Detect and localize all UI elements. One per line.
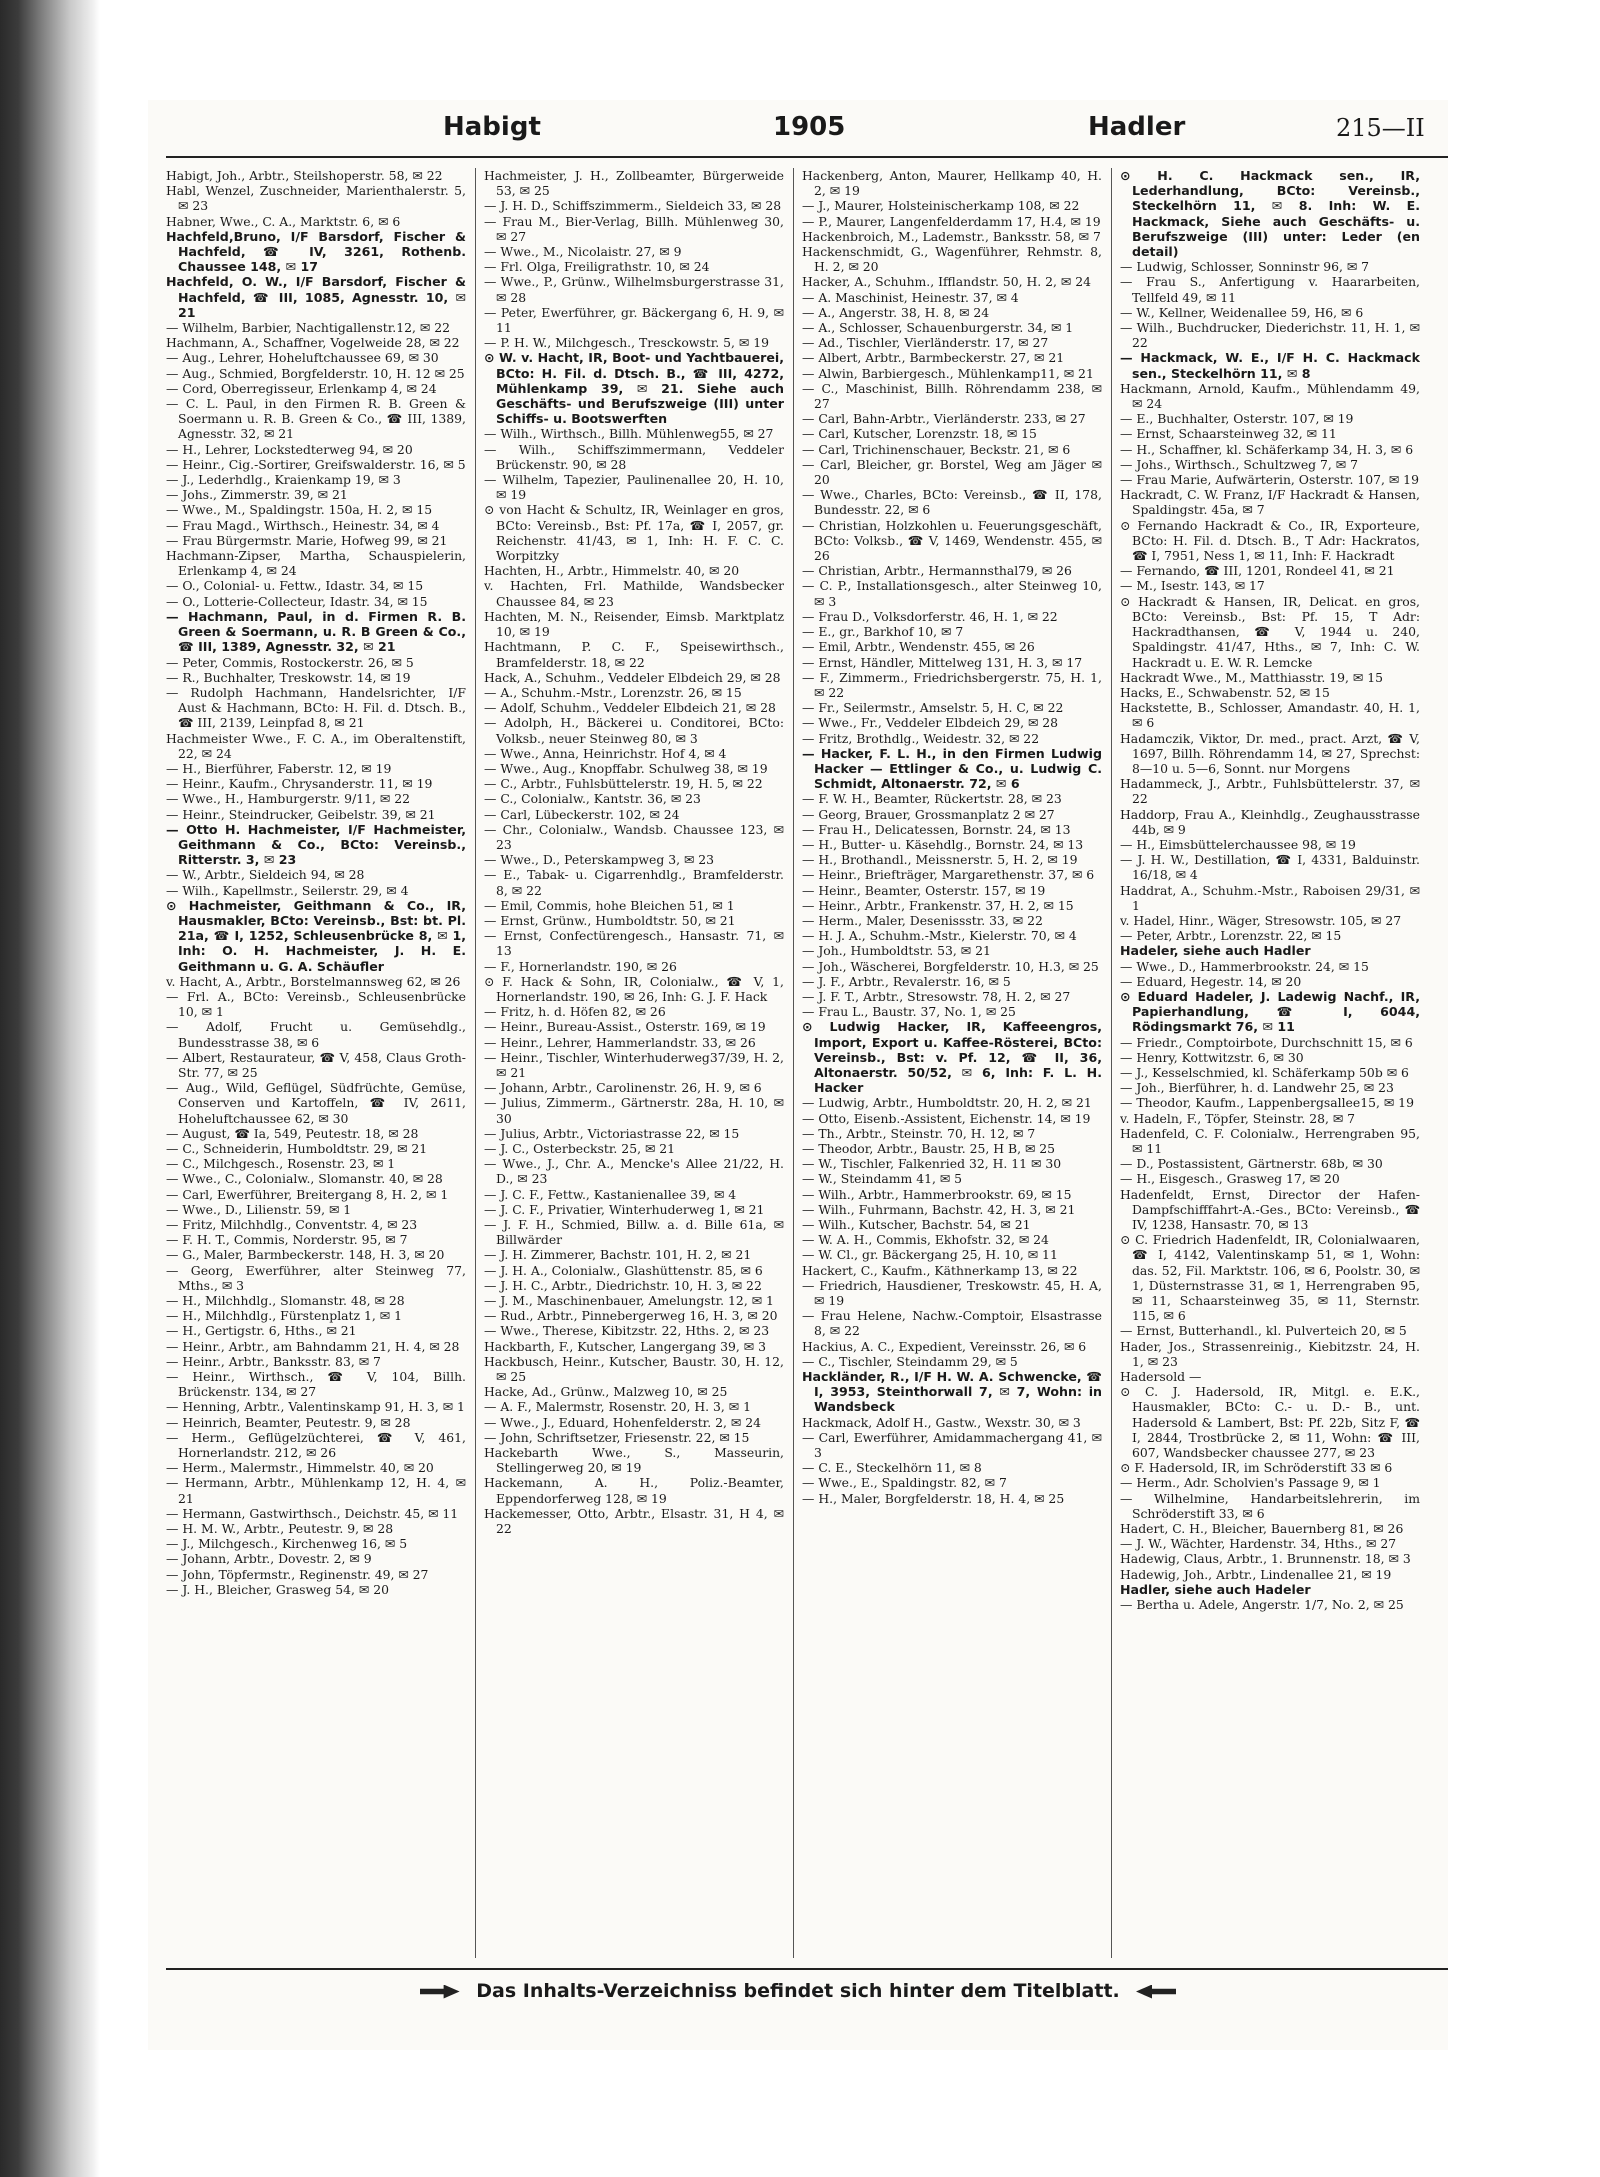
directory-entry: Hackmann, Arnold, Kaufm., Mühlendamm 49, ✉ 24 bbox=[1120, 380, 1420, 412]
directory-entry: — Carl, Kutscher, Lorenzstr. 18, ✉ 15 bbox=[802, 426, 1037, 442]
directory-entry: — Wilhelm, Tapezier, Paulinenallee 20, H. 10, ✉ 19 bbox=[484, 472, 784, 503]
directory-entry: — A. Maschinist, Heinestr. 37, ✉ 4 bbox=[802, 289, 1019, 305]
directory-entry: Hadewig, Claus, Arbtr., 1. Brunnenstr. 18, ✉ 3 bbox=[1120, 1551, 1411, 1567]
directory-entry: Hadersold — bbox=[1120, 1369, 1202, 1385]
directory-entry: — J. H. A., Colonialw., Glashüttenstr. 85, ✉ 6 bbox=[484, 1262, 763, 1278]
directory-entry: ⊙ Ludwig Hacker, IR, Kaffeeengros, Import, Export u. Kaffee-Rösterei, BCto: Vereinsb., Bst: v. Pf. 12, ☎ II, 36, Altonaerstr. 50/52, ✉ 6, Inh: F. L. H. Hacker bbox=[802, 1019, 1102, 1096]
directory-entry: — Herm., Maler, Desenissstr. 33, ✉ 22 bbox=[802, 912, 1043, 928]
directory-entry: — Johann, Arbtr., Carolinenstr. 26, H. 9, ✉ 6 bbox=[484, 1080, 762, 1096]
directory-entry: — P. H. W., Milchgesch., Tresckowstr. 5, ✉ 19 bbox=[484, 335, 770, 351]
directory-entry: Hadenfeld, C. F. Colonialw., Herrengraben 95, ✉ 11 bbox=[1120, 1125, 1420, 1156]
directory-entry: — Wwe., Aug., Knopffabr. Schulweg 38, ✉ 19 bbox=[484, 760, 768, 776]
column-divider bbox=[793, 168, 794, 1958]
directory-entry: Hadeler, siehe auch Hadler bbox=[1120, 943, 1311, 959]
directory-entry: — Ad., Tischler, Vierländerstr. 17, ✉ 27 bbox=[802, 335, 1049, 351]
directory-entry: — Theodor, Arbtr., Baustr. 25, H B, ✉ 25 bbox=[802, 1141, 1056, 1156]
directory-entry: — W., Arbtr., Sieldeich 94, ✉ 28 bbox=[166, 867, 365, 883]
header-right-keyword: Hadler bbox=[1088, 112, 1186, 142]
directory-entry: — H. M. W., Arbtr., Peutestr. 9, ✉ 28 bbox=[166, 1521, 394, 1537]
directory-entry: — Emil, Arbtr., Wendenstr. 455, ✉ 26 bbox=[802, 639, 1035, 655]
directory-entry: Habner, Wwe., C. A., Marktstr. 6, ✉ 6 bbox=[166, 213, 401, 229]
footer-rule bbox=[166, 1968, 1448, 1970]
directory-entry: — Heinr., Bureau-Assist., Osterstr. 169, ✉ 19 bbox=[484, 1019, 766, 1035]
directory-entry: — C., Arbtr., Fuhlsbüttelerstr. 19, H. 5, ✉ 22 bbox=[484, 776, 763, 792]
directory-entry: Hackradt Wwe., M., Matthiasstr. 19, ✉ 15 bbox=[1120, 669, 1384, 685]
pointing-hand-icon bbox=[420, 1985, 460, 1999]
directory-entry: Hackländer, R., I/F H. W. A. Schwencke, ☎ I, 3953, Steinthorwall 7, ✉ 7, Wohn: in Wandsbeck bbox=[802, 1369, 1102, 1415]
column-3 bbox=[802, 168, 1102, 1958]
directory-entry: — Wilh., Schiffszimmermann, Veddeler Brückenstr. 90, ✉ 28 bbox=[484, 441, 784, 472]
directory-entry: Hackemesser, Otto, Arbtr., Elsastr. 31, H 4, ✉ 22 bbox=[484, 1505, 784, 1537]
directory-entry: — Wwe., Fr., Veddeler Elbdeich 29, ✉ 28 bbox=[802, 715, 1059, 731]
page-header bbox=[148, 108, 1448, 156]
directory-entry: — Frau Magd., Wirthsch., Heinestr. 34, ✉ 4 bbox=[166, 517, 440, 533]
directory-entry: ⊙ Hachmeister, Geithmann & Co., IR, Hausmakler, BCto: Vereinsb., Bst: bt. Pl. 21a, ☎ I, 1252, Schleusenbrücke 8, ✉ 1, Inh: O. H. Hachmeister, J. H. E. Geithmann u. G. A. Schäufler bbox=[166, 897, 466, 974]
directory-entry: — Carl, Ewerführer, Breitergang 8, H. 2, ✉ 1 bbox=[166, 1186, 449, 1202]
directory-entry: — J., Lederhdlg., Kraienkamp 19, ✉ 3 bbox=[166, 472, 401, 488]
directory-entry: — Otto, Eisenb.-Assistent, Eichenstr. 14, ✉ 19 bbox=[802, 1110, 1091, 1126]
directory-entry: — Fernando, ☎ III, 1201, Rondeel 41, ✉ 21 bbox=[1120, 563, 1395, 579]
directory-entry: — C., Tischler, Steindamm 29, ✉ 5 bbox=[802, 1353, 1018, 1369]
directory-entry: — Ernst, Schaarsteinweg 32, ✉ 11 bbox=[1120, 426, 1337, 442]
directory-entry: Hachmann-Zipser, Martha, Schauspielerin, Erlenkamp 4, ✉ 24 bbox=[166, 548, 466, 579]
directory-entry: Hackebarth Wwe., S., Masseurin, Stellingerweg 20, ✉ 19 bbox=[484, 1445, 784, 1476]
directory-entry: — Chr., Colonialw., Wandsb. Chaussee 123, ✉ 23 bbox=[484, 821, 784, 852]
directory-entry: — Julius, Zimmerm., Gärtnerstr. 28a, H. 10, ✉ 30 bbox=[484, 1095, 784, 1126]
directory-entry: — Johs., Zimmerstr. 39, ✉ 21 bbox=[166, 487, 348, 503]
directory-entry: ⊙ F. Hack & Sohn, IR, Colonialw., ☎ V, 1, Hornerlandstr. 190, ✉ 26, Inh: G. J. F. Hack bbox=[484, 973, 784, 1004]
directory-entry: — H., Bierführer, Faberstr. 12, ✉ 19 bbox=[166, 760, 392, 776]
directory-entry: — H., Maler, Borgfelderstr. 18, H. 4, ✉ 25 bbox=[802, 1490, 1065, 1506]
directory-entry: — Carl, Bleicher, gr. Borstel, Weg am Jäger ✉ 20 bbox=[802, 456, 1102, 488]
directory-entry: Habigt, Joh., Arbtr., Steilshoperstr. 58, ✉ 22 bbox=[166, 168, 443, 183]
directory-entry: — C. P., Installationsgesch., alter Steinweg 10, ✉ 3 bbox=[802, 578, 1102, 609]
directory-entry: — Fritz, h. d. Höfen 82, ✉ 26 bbox=[484, 1004, 666, 1020]
directory-entry: ⊙ C. J. Hadersold, IR, Mitgl. e. E.K., Hausmakler, BCto: C.- u. D.- B., unt. Hadersold & Lambert, Bst: Pf. 22b, Sitz F, ☎ I, 2844, Trostbrücke 2, ✉ 11, Wohn: ☎ III, 607, Wandsbecker chaussee 277, ✉ 23 bbox=[1120, 1384, 1420, 1461]
directory-entry: — J. C. F., Fettw., Kastanienallee 39, ✉ 4 bbox=[484, 1186, 737, 1202]
directory-entry: v. Hacht, A., Arbtr., Borstelmannsweg 62, ✉ 26 bbox=[166, 973, 461, 989]
directory-entry: — Christian, Arbtr., Hermannsthal79, ✉ 26 bbox=[802, 563, 1072, 579]
directory-entry: — Alwin, Barbiergesch., Mühlenkamp11, ✉ 21 bbox=[802, 365, 1094, 381]
directory-entry: — J. H. W., Destillation, ☎ I, 4331, Balduinstr. 16/18, ✉ 4 bbox=[1120, 852, 1420, 883]
directory-entry: — Eduard, Hegestr. 14, ✉ 20 bbox=[1120, 973, 1302, 989]
page-footer bbox=[148, 1980, 1448, 2002]
directory-entry: ⊙ Eduard Hadeler, J. Ladewig Nachf., IR, Papierhandlung, ☎ I, 6044, Rödingsmarkt 76, ✉ 11 bbox=[1120, 988, 1420, 1035]
directory-entry: — J. F. H., Schmied, Billw. a. d. Bille 61a, ✉ Billwärder bbox=[484, 1217, 784, 1248]
directory-entry: — Julius, Arbtr., Victoriastrasse 22, ✉ 15 bbox=[484, 1125, 740, 1141]
directory-entry: Hachmeister, J. H., Zollbeamter, Bürgerweide 53, ✉ 25 bbox=[484, 168, 784, 199]
directory-entry: ⊙ Fernando Hackradt & Co., IR, Exporteure, BCto: H. Fil. d. Dtsch. B., T Adr: Hackratos, ☎ I, 7951, Ness 1, ✉ 11, Inh: F. Hackradt bbox=[1120, 517, 1420, 564]
directory-entry: — Peter, Commis, Rostockerstr. 26, ✉ 5 bbox=[166, 654, 414, 670]
directory-entry: — Ernst, Grünw., Humboldtstr. 50, ✉ 21 bbox=[484, 912, 736, 928]
directory-entry: — Herm., Geflügelzüchterei, ☎ V, 461, Hornerlandstr. 212, ✉ 26 bbox=[166, 1429, 466, 1461]
directory-entry: — H., Milchhdlg., Fürstenplatz 1, ✉ 1 bbox=[166, 1308, 402, 1324]
directory-entry: — Wwe., E., Spaldingstr. 82, ✉ 7 bbox=[802, 1475, 1007, 1491]
directory-entry: — W. A. H., Commis, Ekhofstr. 32, ✉ 24 bbox=[802, 1232, 1049, 1248]
directory-entry: Hackbarth, F., Kutscher, Langergang 39, ✉ 3 bbox=[484, 1338, 766, 1354]
directory-entry: Hackstette, B., Schlosser, Amandastr. 40, H. 1, ✉ 6 bbox=[1120, 700, 1420, 731]
directory-entry: — Aug., Wild, Geflügel, Südfrüchte, Gemüse, Conserven und Kartoffeln, ☎ IV, 2611, Hoheluftchaussee 62, ✉ 30 bbox=[166, 1080, 466, 1126]
directory-entry: — Wwe., H., Hamburgerstr. 9/11, ✉ 22 bbox=[166, 791, 410, 807]
directory-entry: — Fritz, Milchhdlg., Conventstr. 4, ✉ 23 bbox=[166, 1217, 418, 1233]
directory-entry: — Wilh., Arbtr., Hammerbrookstr. 69, ✉ 15 bbox=[802, 1186, 1072, 1202]
column-2 bbox=[484, 168, 784, 1958]
directory-entry: Hadert, C. H., Bleicher, Bauernberg 81, ✉ 26 bbox=[1120, 1521, 1404, 1537]
directory-entry: — Ernst, Butterhandl., kl. Pulverteich 20, ✉ 5 bbox=[1120, 1323, 1407, 1339]
directory-entry: — Frau M., Bier-Verlag, Billh. Mühlenweg 30, ✉ 27 bbox=[484, 213, 784, 244]
directory-entry: — Heinr., Arbtr., Frankenstr. 37, H. 2, ✉ 15 bbox=[802, 897, 1074, 913]
directory-entry: Hackenbroich, M., Lademstr., Banksstr. 58, ✉ 7 bbox=[802, 228, 1101, 244]
directory-entry: Hadler, siehe auch Hadeler bbox=[1120, 1581, 1311, 1597]
directory-entry: — Frl. Olga, Freiligrathstr. 10, ✉ 24 bbox=[484, 259, 710, 275]
directory-entry: ⊙ F. Hadersold, IR, im Schröderstift 33 ✉ 6 bbox=[1120, 1460, 1393, 1476]
directory-entry: Hachten, M. N., Reisender, Eimsb. Marktplatz 10, ✉ 19 bbox=[484, 608, 784, 640]
directory-entry: — Johann, Arbtr., Dovestr. 2, ✉ 9 bbox=[166, 1551, 372, 1567]
directory-entry: — F., Hornerlandstr. 190, ✉ 26 bbox=[484, 958, 677, 974]
header-left-keyword: Habigt bbox=[443, 112, 541, 142]
directory-entry: v. Hadeln, F., Töpfer, Steinstr. 28, ✉ 7 bbox=[1120, 1110, 1356, 1126]
directory-entry: — Heinr., Steindrucker, Geibelstr. 39, ✉ 21 bbox=[166, 806, 436, 822]
directory-entry: — W., Steindamm 41, ✉ 5 bbox=[802, 1171, 963, 1187]
directory-entry: — Frau Helene, Nachw.-Comptoir, Elsastrasse 8, ✉ 22 bbox=[802, 1308, 1102, 1339]
directory-entry: — Adolf, Frucht u. Gemüsehdlg., Bundesstrasse 38, ✉ 6 bbox=[166, 1019, 466, 1050]
directory-entry: — Georg, Ewerführer, alter Steinweg 77, Mths., ✉ 3 bbox=[166, 1262, 466, 1293]
directory-entry: — Wwe., Therese, Kibitzstr. 22, Hths. 2, ✉ 23 bbox=[484, 1323, 770, 1339]
directory-entry: ⊙ W. v. Hacht, IR, Boot- und Yachtbauerei, BCto: H. Fil. d. Dtsch. B., ☎ III, 4272, Mühlenkamp 39, ✉ 21. Siehe auch Geschäfts- und Berufszweige (III) unter Schiffs- u. Bootswerften bbox=[484, 350, 784, 427]
directory-entry: Habl, Wenzel, Zuschneider, Marienthalerstr. 5, ✉ 23 bbox=[166, 183, 466, 214]
directory-entry: ⊙ Hackradt & Hansen, IR, Delicat. en gros, BCto: Vereinsb., Bst: Pf. 15, T Adr: Hackradthansen, ☎ V, 1944 u. 240, Spaldingstr. 41/47, Hths., ✉ 7, Inh: C. W. Hackradt u. E. W. R. Lemcke bbox=[1120, 593, 1420, 670]
directory-entry: — C. E., Steckelhörn 11, ✉ 8 bbox=[802, 1460, 982, 1476]
directory-entry: — R., Buchhalter, Treskowstr. 14, ✉ 19 bbox=[166, 669, 411, 685]
directory-entry: — P., Maurer, Langenfelderdamm 17, H.4, ✉ 19 bbox=[802, 213, 1101, 229]
directory-entry: — Wwe., M., Spaldingstr. 150a, H. 2, ✉ 15 bbox=[166, 502, 433, 518]
directory-entry: — Frau Bürgermstr. Marie, Hofweg 99, ✉ 21 bbox=[166, 532, 448, 548]
directory-entry: — Carl, Ewerführer, Amidammachergang 41, ✉ 3 bbox=[802, 1429, 1102, 1461]
directory-entry: — H., Brothandl., Meissnerstr. 5, H. 2, ✉ 19 bbox=[802, 852, 1078, 868]
directory-entry: — Friedr., Comptoirbote, Durchschnitt 15, ✉ 6 bbox=[1120, 1034, 1413, 1050]
directory-entry: — Hachmann, Paul, in d. Firmen R. B. Green & Soermann, u. R. B Green & Co., ☎ III, 1389, Agnesstr. 32, ✉ 21 bbox=[166, 608, 466, 655]
directory-entry: — Rud., Arbtr., Pinnebergerweg 16, H. 3, ✉ 20 bbox=[484, 1308, 778, 1324]
directory-entry: — Heinr., Kaufm., Chrysanderstr. 11, ✉ 19 bbox=[166, 776, 433, 792]
directory-entry: — Adolph, H., Bäckerei u. Conditorei, BCto: Volksb., neuer Steinweg 80, ✉ 3 bbox=[484, 715, 784, 746]
directory-entry: — H., Butter- u. Käsehdlg., Bornstr. 24, ✉ 13 bbox=[802, 836, 1084, 852]
directory-entry: — Peter, Arbtr., Lorenzstr. 22, ✉ 15 bbox=[1120, 928, 1342, 944]
directory-entry: — E., Buchhalter, Osterstr. 107, ✉ 19 bbox=[1120, 411, 1354, 427]
directory-entry: Hackmack, Adolf H., Gastw., Wexstr. 30, ✉ 3 bbox=[802, 1414, 1081, 1430]
directory-entry: — Frau L., Baustr. 37, No. 1, ✉ 25 bbox=[802, 1004, 1016, 1020]
directory-entry: — Friedrich, Hausdiener, Treskowstr. 45, H. A, ✉ 19 bbox=[802, 1277, 1102, 1309]
directory-entry: — F., Zimmerm., Friedrichsbergerstr. 75, H. 1, ✉ 22 bbox=[802, 669, 1102, 700]
directory-entry: — Ernst, Händler, Mittelweg 131, H. 3, ✉ 17 bbox=[802, 654, 1083, 670]
directory-entry: ⊙ von Hacht & Schultz, IR, Weinlager en gros, BCto: Vereinsb., Bst: Pf. 17a, ☎ I, 2057, gr. Reichenstr. 41/43, ✉ 1, Inh: H. F. C. C. Worpitzky bbox=[484, 502, 784, 564]
directory-entry: — Carl, Bahn-Arbtr., Vierländerstr. 233, ✉ 27 bbox=[802, 411, 1086, 427]
directory-entry: Hachmeister Wwe., F. C. A., im Oberaltenstift, 22, ✉ 24 bbox=[166, 730, 466, 761]
directory-entry: Hackenschmidt, G., Wagenführer, Rehmstr. 8, H. 2, ✉ 20 bbox=[802, 244, 1102, 275]
directory-entry: — Ernst, Confectürengesch., Hansastr. 71, ✉ 13 bbox=[484, 928, 784, 959]
directory-entry: — Ludwig, Arbtr., Humboldtstr. 20, H. 2, ✉ 21 bbox=[802, 1095, 1092, 1111]
directory-entry: — Wwe., D., Peterskampweg 3, ✉ 23 bbox=[484, 852, 715, 868]
directory-entry: — Herm., Adr. Scholvien's Passage 9, ✉ 1 bbox=[1120, 1475, 1381, 1491]
directory-entry: — E., gr., Barkhof 10, ✉ 7 bbox=[802, 624, 964, 640]
directory-entry: — Hackmack, W. E., I/F H. C. Hackmack sen., Steckelhörn 11, ✉ 8 bbox=[1120, 350, 1420, 381]
directory-entry: — H., Lehrer, Lockstedterweg 94, ✉ 20 bbox=[166, 441, 413, 457]
directory-entry: — Carl, Trichinenschauer, Beckstr. 21, ✉ 6 bbox=[802, 441, 1071, 457]
directory-entry: Hackradt, C. W. Franz, I/F Hackradt & Hansen, Spaldingstr. 45a, ✉ 7 bbox=[1120, 487, 1420, 518]
scan-binding-edge bbox=[0, 0, 100, 2177]
directory-entry: — Heinr., Cig.-Sortirer, Greifswalderstr. 16, ✉ 5 bbox=[166, 456, 466, 472]
directory-entry: ⊙ H. C. Hackmack sen., IR, Lederhandlung, BCto: Vereinsb., Steckelhörn 11, ✉ 8. Inh: W. E. Hackmack, Siehe auch Geschäfts- u. Berufszweige (III) unter: Leder (en detail) bbox=[1120, 168, 1420, 260]
directory-columns bbox=[166, 168, 1448, 1958]
column-divider bbox=[1111, 168, 1112, 1958]
directory-entry: Hackbusch, Heinr., Kutscher, Baustr. 30, H. 12, ✉ 25 bbox=[484, 1353, 784, 1385]
directory-entry: Hachten, H., Arbtr., Himmelstr. 40, ✉ 20 bbox=[484, 563, 740, 579]
directory-entry: Hadamczik, Viktor, Dr. med., pract. Arzt, ☎ V, 1697, Billh. Röhrendamm 14, ✉ 27, Sprechst: 8—10 u. 5—6, Sonnt. nur Morgens bbox=[1120, 730, 1420, 776]
directory-entry: — H. J. A., Schuhm.-Mstr., Kielerstr. 70, ✉ 4 bbox=[802, 928, 1077, 944]
directory-entry: — August, ☎ Ia, 549, Peutestr. 18, ✉ 28 bbox=[166, 1125, 419, 1141]
directory-entry: — Wilh., Kutscher, Bachstr. 54, ✉ 21 bbox=[802, 1217, 1031, 1233]
directory-entry: — Fr., Seilermstr., Amselstr. 5, H. C, ✉ 22 bbox=[802, 700, 1064, 716]
directory-entry: Hack, A., Schuhm., Veddeler Elbdeich 29, ✉ 28 bbox=[484, 669, 781, 685]
directory-entry: — Joh., Humboldtstr. 53, ✉ 21 bbox=[802, 943, 991, 959]
directory-entry: — A., Angerstr. 38, H. 8, ✉ 24 bbox=[802, 304, 990, 320]
directory-entry: — H., Milchhdlg., Slomanstr. 48, ✉ 28 bbox=[166, 1293, 405, 1309]
directory-entry: — Wwe., M., Nicolaistr. 27, ✉ 9 bbox=[484, 244, 682, 260]
directory-entry: — F. W. H., Beamter, Rückertstr. 28, ✉ 23 bbox=[802, 791, 1062, 807]
directory-entry: — Henry, Kottwitzstr. 6, ✉ 30 bbox=[1120, 1049, 1304, 1065]
directory-entry: — Wilhelm, Barbier, Nachtigallenstr.12, ✉ 22 bbox=[166, 320, 450, 336]
directory-entry: — Wilh., Kapellmstr., Seilerstr. 29, ✉ 4 bbox=[166, 882, 409, 898]
directory-entry: Hachtmann, P. C. F., Speisewirthsch., Bramfelderstr. 18, ✉ 22 bbox=[484, 639, 784, 670]
directory-entry: Hader, Jos., Strassenreinig., Kiebitzstr. 24, H. 1, ✉ 23 bbox=[1120, 1338, 1420, 1369]
directory-entry: — C., Maschinist, Billh. Röhrendamm 238, ✉ 27 bbox=[802, 380, 1102, 412]
directory-entry: Hackert, C., Kaufm., Käthnerkamp 13, ✉ 22 bbox=[802, 1262, 1078, 1278]
directory-entry: — H., Eimsbüttelerchaussee 98, ✉ 19 bbox=[1120, 836, 1356, 852]
directory-entry: — J. H. C., Arbtr., Diedrichstr. 10, H. 3, ✉ 22 bbox=[484, 1277, 762, 1293]
directory-entry: — Heinr., Arbtr., am Bahndamm 21, H. 4, ✉ 28 bbox=[166, 1338, 460, 1354]
directory-entry: — Heinr., Wirthsch., ☎ V, 104, Billh. Brückenstr. 134, ✉ 27 bbox=[166, 1369, 466, 1400]
directory-entry: — M., Isestr. 143, ✉ 17 bbox=[1120, 578, 1265, 594]
directory-entry: — Th., Arbtr., Steinstr. 70, H. 12, ✉ 7 bbox=[802, 1125, 1036, 1141]
directory-entry: Haddorp, Frau A., Kleinhdlg., Zeughausstrasse 44b, ✉ 9 bbox=[1120, 806, 1420, 837]
directory-entry: — Hermann, Arbtr., Mühlenkamp 12, H. 4, ✉ 21 bbox=[166, 1475, 466, 1506]
directory-entry: — Emil, Commis, hohe Bleichen 51, ✉ 1 bbox=[484, 897, 735, 913]
directory-entry: — W. Cl., gr. Bäckergang 25, H. 10, ✉ 11 bbox=[802, 1247, 1058, 1263]
directory-entry: Hacke, Ad., Grünw., Malzweg 10, ✉ 25 bbox=[484, 1384, 728, 1400]
directory-entry: — J. H. D., Schiffszimmerm., Sieldeich 33, ✉ 28 bbox=[484, 198, 782, 214]
directory-entry: — J. W., Wächter, Hardenstr. 34, Hths., ✉ 27 bbox=[1120, 1536, 1397, 1552]
directory-entry: Hackemann, A. H., Poliz.-Beamter, Eppendorferweg 128, ✉ 19 bbox=[484, 1475, 784, 1506]
directory-entry: Hackius, A. C., Expedient, Vereinsstr. 26, ✉ 6 bbox=[802, 1338, 1087, 1354]
directory-entry: — O., Colonial- u. Fettw., Idastr. 34, ✉ 15 bbox=[166, 578, 424, 594]
directory-entry: — G., Maler, Barmbeckerstr. 148, H. 3, ✉ 20 bbox=[166, 1247, 445, 1263]
directory-entry: — A., Schuhm.-Mstr., Lorenzstr. 26, ✉ 15 bbox=[484, 684, 742, 700]
directory-entry: — C., Milchgesch., Rosenstr. 23, ✉ 1 bbox=[166, 1156, 396, 1172]
directory-entry: — J. M., Maschinenbauer, Amelungstr. 12, ✉ 1 bbox=[484, 1293, 774, 1309]
directory-entry: — Joh., Wäscherei, Borgfelderstr. 10, H.3, ✉ 25 bbox=[802, 958, 1099, 974]
directory-entry: — Cord, Oberregisseur, Erlenkamp 4, ✉ 24 bbox=[166, 380, 437, 396]
directory-entry: — Albert, Restaurateur, ☎ V, 458, Claus Groth-Str. 77, ✉ 25 bbox=[166, 1049, 466, 1080]
directory-entry: — Wilh., Wirthsch., Billh. Mühlenweg55, ✉ 27 bbox=[484, 426, 774, 442]
directory-entry: — Peter, Ewerführer, gr. Bäckergang 6, H. 9, ✉ 11 bbox=[484, 304, 784, 336]
directory-entry: — J., Milchgesch., Kirchenweg 16, ✉ 5 bbox=[166, 1536, 408, 1552]
directory-entry: — D., Postassistent, Gärtnerstr. 68b, ✉ 30 bbox=[1120, 1156, 1383, 1172]
directory-entry: Hachfeld, O. W., I/F Barsdorf, Fischer & Hachfeld, ☎ III, 1085, Agnesstr. 10, ✉ 21 bbox=[166, 274, 466, 320]
directory-entry: — Ludwig, Schlosser, Sonninstr 96, ✉ 7 bbox=[1120, 259, 1370, 275]
directory-entry: — Wilh., Fuhrmann, Bachstr. 42, H. 3, ✉ 21 bbox=[802, 1201, 1076, 1217]
directory-entry: Hadewig, Joh., Arbtr., Lindenallee 21, ✉ 19 bbox=[1120, 1566, 1392, 1582]
directory-entry: — A., Schlosser, Schauenburgerstr. 34, ✉ 1 bbox=[802, 320, 1074, 336]
directory-entry: — Aug., Schmied, Borgfelderstr. 10, H. 12 ✉ 25 bbox=[166, 365, 465, 381]
directory-entry: — Wwe., C., Colonialw., Slomanstr. 40, ✉ 28 bbox=[166, 1171, 443, 1187]
directory-entry: — H., Gertigstr. 6, Hths., ✉ 21 bbox=[166, 1323, 357, 1339]
directory-entry: — Frau D., Volksdorferstr. 46, H. 1, ✉ 22 bbox=[802, 608, 1058, 624]
directory-entry: — W., Tischler, Falkenried 32, H. 11 ✉ 30 bbox=[802, 1156, 1062, 1172]
directory-entry: — Georg, Brauer, Grossmanplatz 2 ✉ 27 bbox=[802, 806, 1055, 822]
directory-entry: — Wwe., Charles, BCto: Vereinsb., ☎ II, 178, Bundesstr. 22, ✉ 6 bbox=[802, 487, 1102, 518]
directory-entry: — C. L. Paul, in den Firmen R. B. Green & Soermann u. R. B. Green & Co., ☎ III, 1389, Agnesstr. 32, ✉ 21 bbox=[166, 396, 466, 442]
directory-entry: Hachmann, A., Schaffner, Vogelweide 28, ✉ 22 bbox=[166, 335, 460, 351]
header-year: 1905 bbox=[773, 112, 846, 142]
directory-entry: — Wwe., J., Eduard, Hohenfelderstr. 2, ✉ 24 bbox=[484, 1414, 761, 1430]
directory-entry: — Heinr., Lehrer, Hammerlandstr. 33, ✉ 26 bbox=[484, 1034, 756, 1050]
directory-entry: — H., Eisgesch., Grasweg 17, ✉ 20 bbox=[1120, 1171, 1340, 1187]
directory-entry: — Wwe., D., Lilienstr. 59, ✉ 1 bbox=[166, 1201, 352, 1217]
directory-entry: — Henning, Arbtr., Valentinskamp 91, H. 3, ✉ 1 bbox=[166, 1399, 465, 1415]
directory-entry: — Frl. A., BCto: Vereinsb., Schleusenbrücke 10, ✉ 1 bbox=[166, 988, 466, 1020]
directory-entry: — J., Kesselschmied, kl. Schäferkamp 50b ✉ 6 bbox=[1120, 1064, 1409, 1080]
directory-entry: — Fritz, Brothdlg., Weidestr. 32, ✉ 22 bbox=[802, 730, 1040, 746]
directory-entry: — Wwe., Anna, Heinrichstr. Hof 4, ✉ 4 bbox=[484, 745, 727, 761]
pointing-hand-icon bbox=[1136, 1985, 1176, 1999]
directory-entry: — Wwe., D., Hammerbrookstr. 24, ✉ 15 bbox=[1120, 958, 1369, 974]
directory-entry: Hadammeck, J., Arbtr., Fuhlsbüttelerstr. 37, ✉ 22 bbox=[1120, 776, 1420, 807]
directory-entry: — O., Lotterie-Collecteur, Idastr. 34, ✉ 15 bbox=[166, 593, 428, 609]
directory-entry: — E., Tabak- u. Cigarrenhdlg., Bramfelderstr. 8, ✉ 22 bbox=[484, 867, 784, 898]
directory-entry: — Aug., Lehrer, Hoheluftchaussee 69, ✉ 30 bbox=[166, 350, 439, 366]
column-4 bbox=[1120, 168, 1420, 1958]
directory-entry: — Heinr., Beamter, Osterstr. 157, ✉ 19 bbox=[802, 882, 1046, 898]
directory-entry: — W., Kellner, Weidenallee 59, H6, ✉ 6 bbox=[1120, 304, 1364, 320]
directory-page bbox=[148, 100, 1448, 2050]
directory-entry: — Theodor, Kaufm., Lappenbergsallee15, ✉ 19 bbox=[1120, 1095, 1414, 1111]
directory-entry: — Frau S., Anfertigung v. Haararbeiten, Tellfeld 49, ✉ 11 bbox=[1120, 274, 1420, 305]
directory-entry: — Frau H., Delicatessen, Bornstr. 24, ✉ 13 bbox=[802, 821, 1071, 837]
page-number: 215—II bbox=[1336, 114, 1425, 142]
directory-entry: — J. C., Osterbeckstr. 25, ✉ 21 bbox=[484, 1141, 676, 1156]
directory-entry: — Hacker, F. L. H., in den Firmen Ludwig Hacker — Ettlinger & Co., u. Ludwig C. Schmidt, Altonaerstr. 72, ✉ 6 bbox=[802, 745, 1102, 792]
directory-entry: — Otto H. Hachmeister, I/F Hachmeister, Geithmann & Co., BCto: Vereinsb., Ritterstr. 3, ✉ 23 bbox=[166, 821, 466, 868]
directory-entry: — John, Schriftsetzer, Friesenstr. 22, ✉ 15 bbox=[484, 1429, 750, 1445]
directory-entry: — Adolf, Schuhm., Veddeler Elbdeich 21, ✉ 28 bbox=[484, 700, 776, 716]
directory-entry: — Frau Marie, Aufwärterin, Osterstr. 107, ✉ 19 bbox=[1120, 472, 1419, 488]
directory-entry: v. Hachten, Frl. Mathilde, Wandsbecker Chaussee 84, ✉ 23 bbox=[484, 578, 784, 609]
directory-entry: — Christian, Holzkohlen u. Feuerungsgeschäft, BCto: Volksb., ☎ V, 1469, Wendenstr. 455, ✉ 26 bbox=[802, 517, 1102, 564]
directory-entry: — J. F., Arbtr., Revalerstr. 16, ✉ 5 bbox=[802, 973, 1011, 989]
directory-entry: — H., Schaffner, kl. Schäferkamp 34, H. 3, ✉ 6 bbox=[1120, 441, 1414, 457]
directory-entry: — C., Schneiderin, Humboldtstr. 29, ✉ 21 bbox=[166, 1141, 428, 1156]
column-divider bbox=[475, 168, 476, 1958]
directory-entry: — F. H. T., Commis, Norderstr. 95, ✉ 7 bbox=[166, 1232, 408, 1248]
directory-entry: — Wilh., Buchdrucker, Diederichstr. 11, H. 1, ✉ 22 bbox=[1120, 320, 1420, 351]
directory-entry: — Wwe., J., Chr. A., Mencke's Allee 21/22, H. D., ✉ 23 bbox=[484, 1156, 784, 1187]
directory-entry: — J. F. T., Arbtr., Stresowstr. 78, H. 2, ✉ 27 bbox=[802, 988, 1071, 1004]
directory-entry: Hachfeld,Bruno, I/F Barsdorf, Fischer & Hachfeld, ☎ IV, 3261, Rothenb. Chaussee 148, ✉ 17 bbox=[166, 228, 466, 275]
directory-entry: — Heinr., Tischler, Winterhuderweg37/39, H. 2, ✉ 21 bbox=[484, 1049, 784, 1080]
directory-entry: — John, Töpfermstr., Reginenstr. 49, ✉ 27 bbox=[166, 1566, 429, 1582]
directory-entry: — Johs., Wirthsch., Schultzweg 7, ✉ 7 bbox=[1120, 456, 1358, 472]
directory-entry: — Rudolph Hachmann, Handelsrichter, I/F Aust & Hachmann, BCto: H. Fil. d. Dtsch. B., ☎ III, 2139, Leinpfad 8, ✉ 21 bbox=[166, 684, 466, 731]
directory-entry: Hacker, A., Schuhm., Ifflandstr. 50, H. 2, ✉ 24 bbox=[802, 274, 1092, 290]
directory-entry: — Carl, Lübeckerstr. 102, ✉ 24 bbox=[484, 806, 680, 822]
directory-entry: v. Hadel, Hinr., Wäger, Stresowstr. 105, ✉ 27 bbox=[1120, 912, 1402, 928]
directory-entry: — Heinr., Briefträger, Margarethenstr. 37, ✉ 6 bbox=[802, 867, 1095, 883]
directory-entry: — Bertha u. Adele, Angerstr. 1/7, No. 2, ✉ 25 bbox=[1120, 1597, 1404, 1613]
header-rule bbox=[166, 156, 1448, 158]
directory-entry: — J. H., Bleicher, Grasweg 54, ✉ 20 bbox=[166, 1581, 389, 1597]
directory-entry: ⊙ C. Friedrich Hadenfeldt, IR, Colonialwaaren, ☎ I, 4142, Valentinskamp 51, ✉ 1, Wohn: das. 52, Fil. Marktstr. 106, ✉ 6, Poolstr. 30, ✉ 1, Düsternstrasse 31, ✉ 1, Herrengraben 95, ✉ 11, Schaarsteinweg 35, ✉ 11, Sternstr. 115, ✉ 6 bbox=[1120, 1232, 1420, 1324]
directory-entry: — Herm., Malermstr., Himmelstr. 40, ✉ 20 bbox=[166, 1460, 434, 1476]
directory-entry: — C., Colonialw., Kantstr. 36, ✉ 23 bbox=[484, 791, 701, 807]
directory-entry: — Albert, Arbtr., Barmbeckerstr. 27, ✉ 21 bbox=[802, 350, 1065, 366]
directory-entry: — Wilhelmine, Handarbeitslehrerin, im Schröderstift 33, ✉ 6 bbox=[1120, 1490, 1420, 1521]
footer-note: Das Inhalts-Verzeichniss befindet sich hinter dem Titelblatt. bbox=[476, 1980, 1120, 2002]
directory-entry: — J., Maurer, Holsteinischerkamp 108, ✉ 22 bbox=[802, 198, 1080, 214]
directory-entry: — Joh., Bierführer, h. d. Landwehr 25, ✉ 23 bbox=[1120, 1080, 1394, 1096]
directory-entry: — J. H. Zimmerer, Bachstr. 101, H. 2, ✉ 21 bbox=[484, 1247, 752, 1263]
directory-entry: Hackenberg, Anton, Maurer, Hellkamp 40, H. 2, ✉ 19 bbox=[802, 168, 1102, 199]
directory-entry: — Wwe., P., Grünw., Wilhelmsburgerstrasse 31, ✉ 28 bbox=[484, 274, 784, 305]
directory-entry: — J. C. F., Privatier, Winterhuderweg 1, ✉ 21 bbox=[484, 1201, 765, 1217]
directory-entry: — Heinr., Arbtr., Banksstr. 83, ✉ 7 bbox=[166, 1353, 381, 1369]
directory-entry: Hadenfeldt, Ernst, Director der Hafen-Dampfschifffahrt-A.-Ges., BCto: Vereinsb., ☎ IV, 1238, Hansastr. 70, ✉ 13 bbox=[1120, 1186, 1420, 1233]
directory-entry: Hacks, E., Schwabenstr. 52, ✉ 15 bbox=[1120, 684, 1330, 700]
directory-entry: — A. F., Malermstr, Rosenstr. 20, H. 3, ✉ 1 bbox=[484, 1399, 751, 1415]
directory-entry: — Heinrich, Beamter, Peutestr. 9, ✉ 28 bbox=[166, 1414, 411, 1430]
column-1 bbox=[166, 168, 466, 1958]
directory-entry: Haddrat, A., Schuhm.-Mstr., Raboisen 29/31, ✉ 1 bbox=[1120, 882, 1420, 913]
directory-entry: — Hermann, Gastwirthsch., Deichstr. 45, ✉ 11 bbox=[166, 1505, 459, 1521]
